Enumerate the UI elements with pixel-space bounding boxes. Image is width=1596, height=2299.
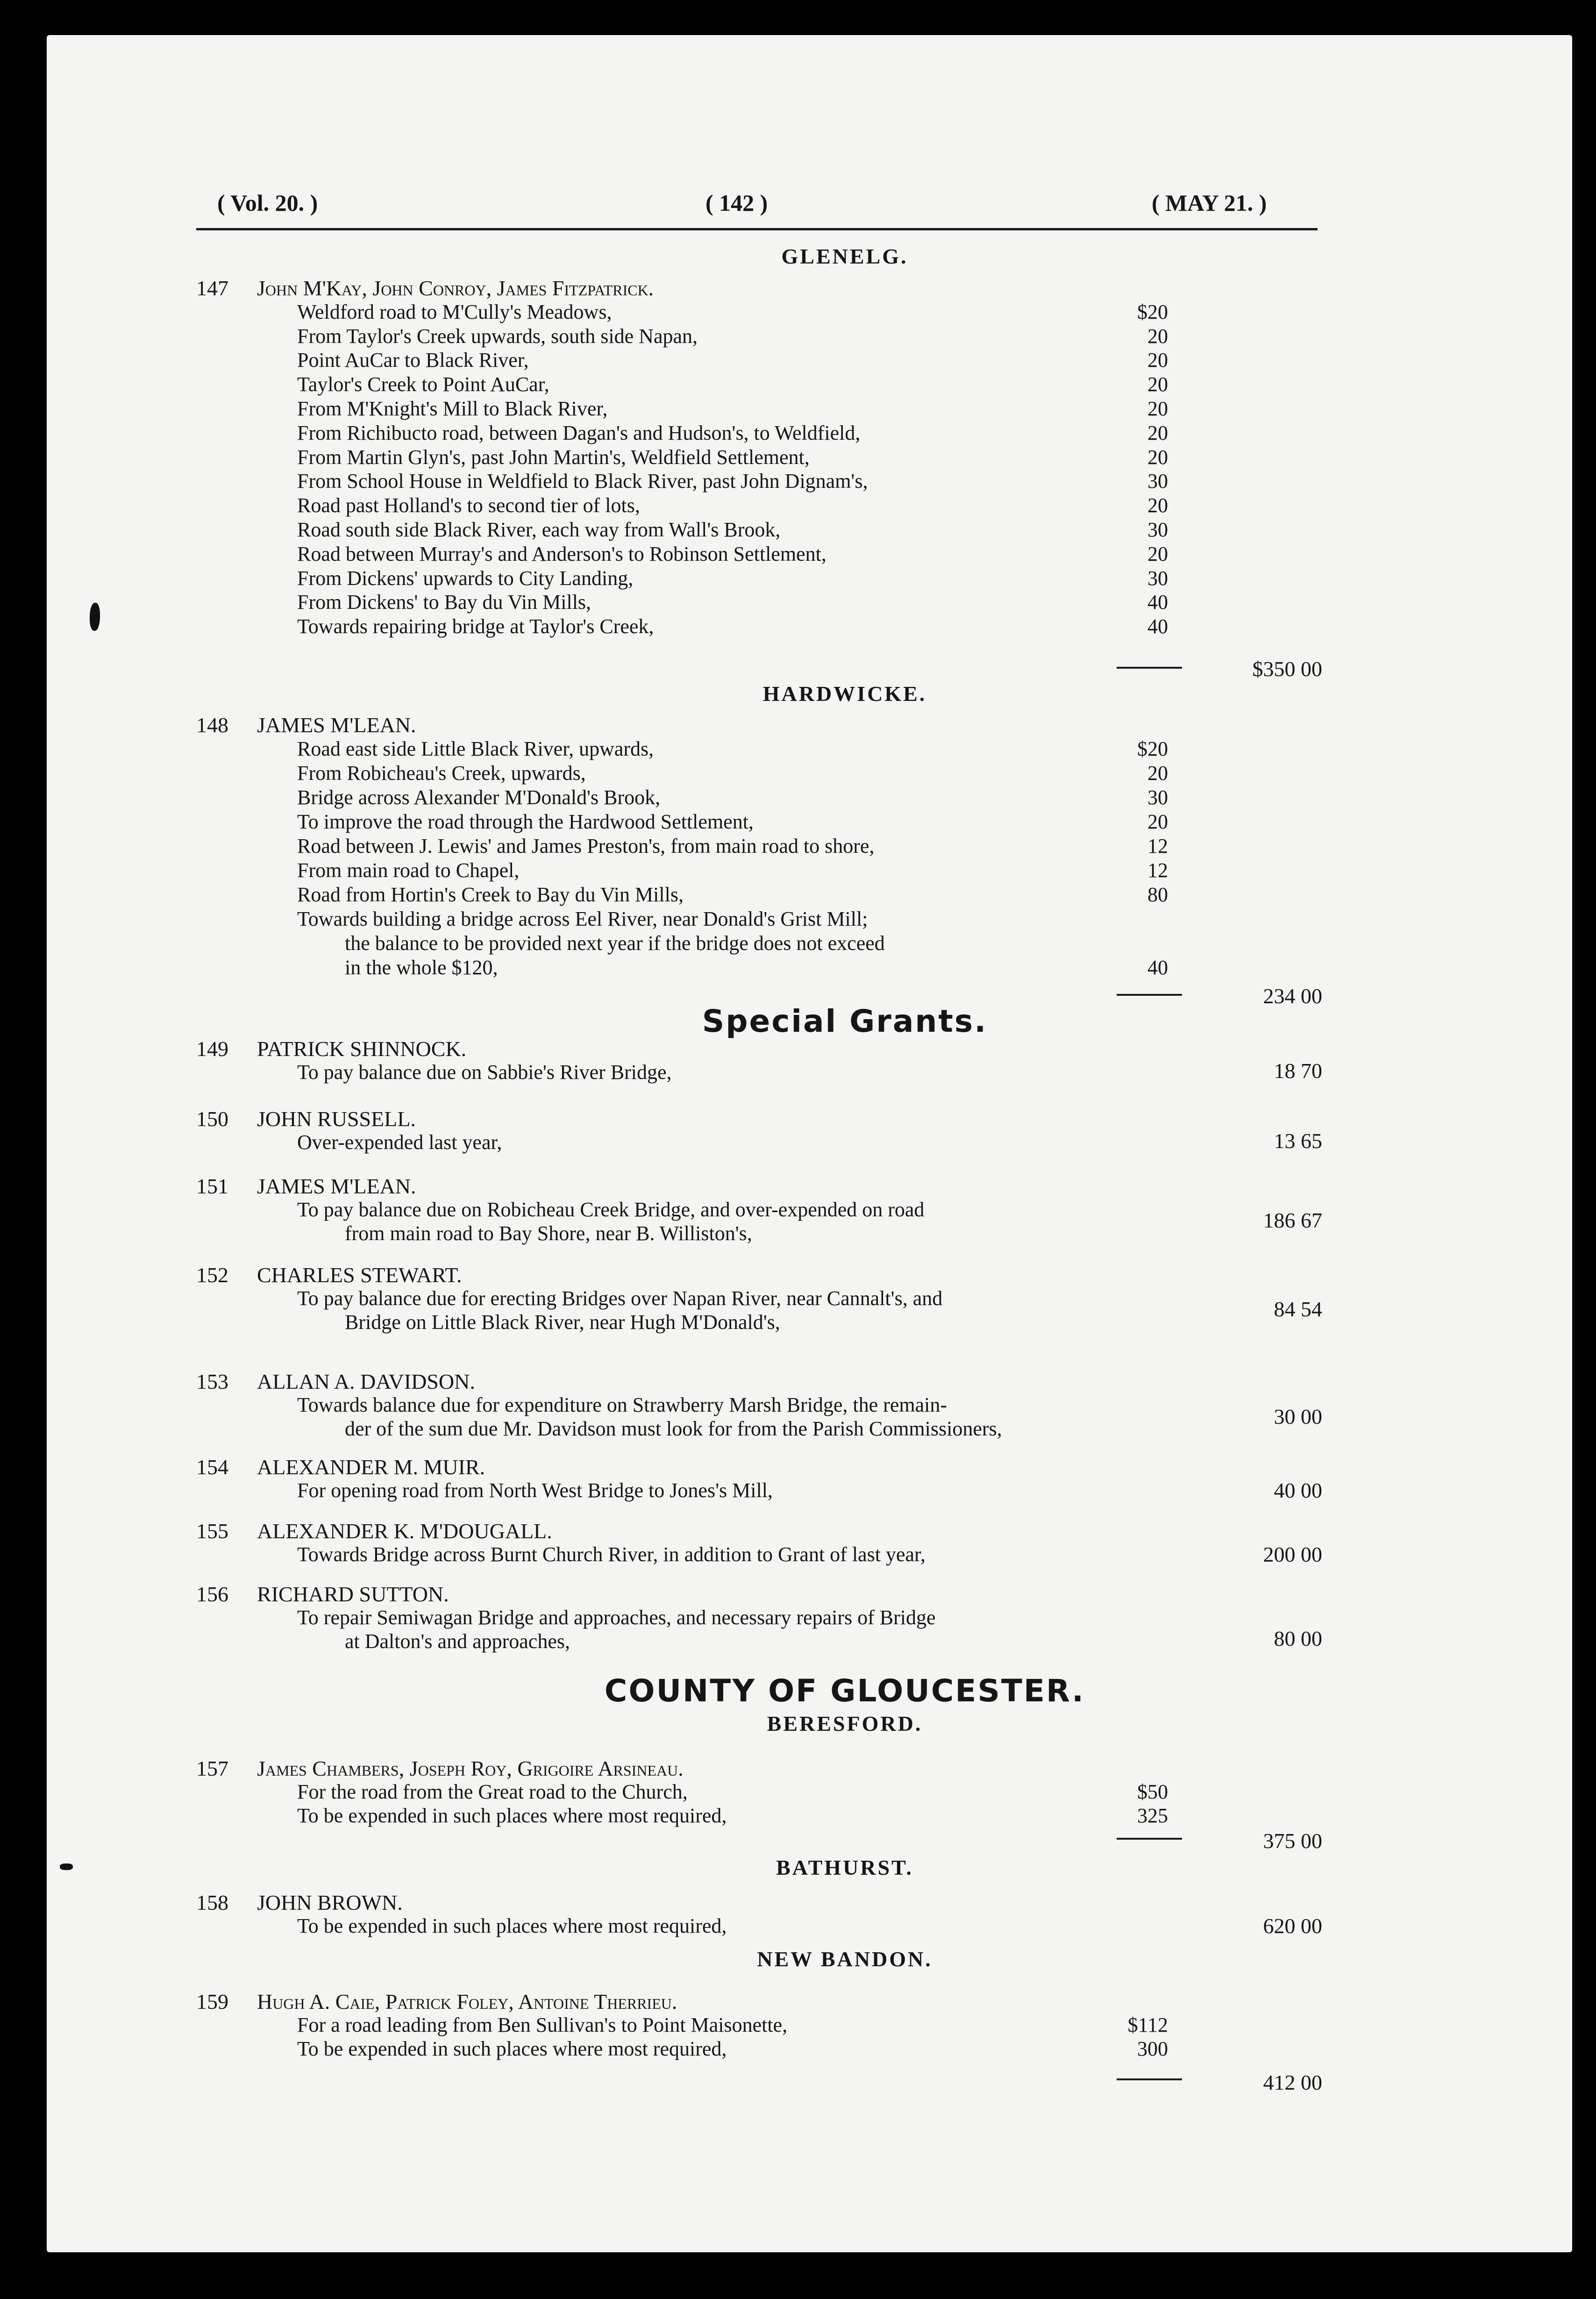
entry-total: 18 70 [1274,1059,1322,1083]
entry-line: To be expended in such places where most required, [297,1804,727,1827]
entry-line: To repair Semiwagan Bridge and approaches, and necessary repairs of Bridge [297,1606,936,1629]
entry-name: ALLAN A. DAVIDSON. [257,1370,475,1393]
entry-line: Point AuCar to Black River, [297,349,529,372]
entry-line: the balance to be provided next year if the bridge does not exceed [345,932,885,955]
header-rule [196,228,1318,230]
entry-name: John M'Kay, John Conroy, James Fitzpatrick. [257,276,654,300]
entry-amount: 20 [1147,397,1168,420]
entry-total: 186 67 [1263,1208,1322,1232]
entry-amount: 40 [1147,956,1168,979]
entry-number: 150 [196,1107,228,1131]
entry-amount: 40 [1147,591,1168,614]
entry-number: 149 [196,1037,228,1061]
entry-amount: $112 [1127,2013,1168,2036]
entry-line: From main road to Chapel, [297,859,520,882]
entry-line: Towards building a bridge across Eel River, near Donald's Grist Mill; [297,907,868,930]
entry-number: 152 [196,1263,228,1287]
entry-amount: 325 [1137,1804,1168,1827]
entry-amount: 12 [1147,835,1168,857]
entry-line: Road past Holland's to second tier of lots, [297,494,640,517]
entry-amount: 80 [1147,883,1168,906]
entry-line: From Martin Glyn's, past John Martin's, Weldfield Settlement, [297,445,810,469]
date-label: ( MAY 21. ) [1152,190,1267,216]
page-number: ( 142 ) [705,190,768,216]
entry-line: To be expended in such places where most required, [297,2037,727,2060]
entry-line: To improve the road through the Hardwood Settlement, [297,810,754,833]
section-glenelg: GLENELG. [781,244,908,268]
entry-total: 412 00 [1263,2071,1322,2094]
entry-name: PATRICK SHINNOCK. [257,1037,467,1061]
margin-mark [60,1863,73,1870]
entry-amount: 30 [1147,518,1168,541]
entry-amount: 40 [1147,615,1168,638]
entry-amount: 20 [1147,810,1168,833]
entry-number: 155 [196,1519,228,1543]
entry-line: in the whole $120, [345,956,498,979]
entry-amount: 30 [1147,470,1168,493]
volume-label: ( Vol. 20. ) [217,190,318,216]
entry-amount: 20 [1147,445,1168,469]
section-beresford: BERESFORD. [767,1712,923,1735]
document-page [47,35,1572,2252]
entry-line: at Dalton's and approaches, [345,1630,570,1653]
entry-amount: $50 [1137,1780,1168,1803]
entry-name: JOHN RUSSELL. [257,1107,416,1131]
entry-amount: 20 [1147,542,1168,565]
section-bathurst: BATHURST. [776,1856,913,1879]
entry-line: Weldford road to M'Cully's Meadows, [297,300,612,323]
entry-number: 158 [196,1891,228,1914]
entry-number: 147 [196,276,228,300]
entry-number: 153 [196,1370,228,1393]
entry-total: 620 00 [1263,1914,1322,1938]
entry-line: Towards Bridge across Burnt Church River, in addition to Grant of last year, [297,1543,926,1566]
section-hardwicke: HARDWICKE. [762,682,927,706]
entry-line: From School House in Weldfield to Black River, past John Dignam's, [297,470,868,493]
entry-number: 148 [196,713,228,737]
entry-line: Bridge on Little Black River, near Hugh M'Donald's, [345,1311,780,1334]
entry-amount: 20 [1147,324,1168,348]
entry-number: 157 [196,1756,228,1780]
entry-name: ALEXANDER M. MUIR. [257,1455,485,1479]
entry-total: 200 00 [1263,1542,1322,1566]
entry-name: JOHN BROWN. [257,1891,403,1914]
entry-line: For opening road from North West Bridge to Jones's Mill, [297,1479,773,1502]
entry-line: Over-expended last year, [297,1131,502,1154]
margin-mark [90,603,100,631]
entry-line: To pay balance due on Robicheau Creek Bridge, and over-expended on road [297,1198,925,1221]
entry-amount: 30 [1147,566,1168,590]
entry-number: 156 [196,1582,228,1606]
entry-line: To pay balance due on Sabbie's River Bridge, [297,1061,672,1084]
entry-line: For a road leading from Ben Sullivan's to Point Maisonette, [297,2013,788,2036]
entry-total: 234 00 [1263,984,1322,1008]
subtotal-rule [1117,994,1182,996]
entry-line: From Robicheau's Creek, upwards, [297,762,586,785]
subtotal-rule [1117,667,1182,669]
entry-total: 375 00 [1263,1829,1322,1853]
entry-total: $350 00 [1252,657,1322,681]
entry-name: JAMES M'LEAN. [257,1174,416,1198]
entry-line: Road south side Black River, each way from Wall's Brook, [297,518,781,541]
entry-amount: 300 [1137,2037,1168,2060]
subtotal-rule [1117,2078,1182,2080]
entry-amount: 20 [1147,373,1168,396]
entry-line: From Richibucto road, between Dagan's and Hudson's, to Weldfield, [297,421,861,444]
section-county-gloucester: COUNTY OF GLOUCESTER. [604,1673,1085,1709]
subtotal-rule [1117,1838,1182,1840]
entry-name: ALEXANDER K. M'DOUGALL. [257,1519,552,1543]
section-new-bandon: NEW BANDON. [757,1947,933,1971]
entry-line: From Dickens' upwards to City Landing, [297,566,634,590]
entry-total: 30 00 [1274,1405,1322,1428]
entry-number: 154 [196,1455,228,1479]
entry-total: 40 00 [1274,1478,1322,1502]
entry-name: RICHARD SUTTON. [257,1582,449,1606]
entry-line: der of the sum due Mr. Davidson must look for from the Parish Commissioners, [345,1417,1002,1440]
entry-line: To be expended in such places where most required, [297,1914,727,1937]
entry-total: 13 65 [1274,1129,1322,1153]
entry-line: From Taylor's Creek upwards, south side Napan, [297,324,698,348]
entry-name: CHARLES STEWART. [257,1263,462,1287]
entry-number: 151 [196,1174,228,1198]
entry-line: To pay balance due for erecting Bridges over Napan River, near Cannalt's, and [297,1287,943,1310]
entry-line: Road east side Little Black River, upwards, [297,737,654,760]
entry-line: From Dickens' to Bay du Vin Mills, [297,591,591,614]
entry-amount: 20 [1147,762,1168,785]
entry-line: Road between Murray's and Anderson's to Robinson Settlement, [297,542,826,565]
entry-amount: 12 [1147,859,1168,882]
entry-line: From M'Knight's Mill to Black River, [297,397,608,420]
entry-total: 84 54 [1274,1297,1322,1321]
entry-line: Towards repairing bridge at Taylor's Creek, [297,615,654,638]
entry-line: Taylor's Creek to Point AuCar, [297,373,549,396]
entry-amount: 20 [1147,494,1168,517]
entry-line: Road from Hortin's Creek to Bay du Vin Mills, [297,883,684,906]
entry-line: Road between J. Lewis' and James Preston's, from main road to shore, [297,835,875,857]
entry-line: Towards balance due for expenditure on Strawberry Marsh Bridge, the remain- [297,1393,947,1416]
entry-name: JAMES M'LEAN. [257,713,416,737]
section-special-grants: Special Grants. [702,1003,988,1039]
entry-total: 80 00 [1274,1627,1322,1650]
entry-line: For the road from the Great road to the Church, [297,1780,688,1803]
entry-amount: $20 [1137,737,1168,760]
entry-amount: 20 [1147,421,1168,444]
entry-amount: 30 [1147,786,1168,809]
entry-line: Bridge across Alexander M'Donald's Brook, [297,786,661,809]
entry-line: from main road to Bay Shore, near B. Williston's, [345,1222,752,1245]
entry-name: James Chambers, Joseph Roy, Grigoire Arsineau. [257,1756,684,1780]
entry-amount: 20 [1147,349,1168,372]
entry-number: 159 [196,1990,228,2013]
entry-name: Hugh A. Caie, Patrick Foley, Antoine Therrieu. [257,1990,677,2013]
entry-amount: $20 [1137,300,1168,323]
